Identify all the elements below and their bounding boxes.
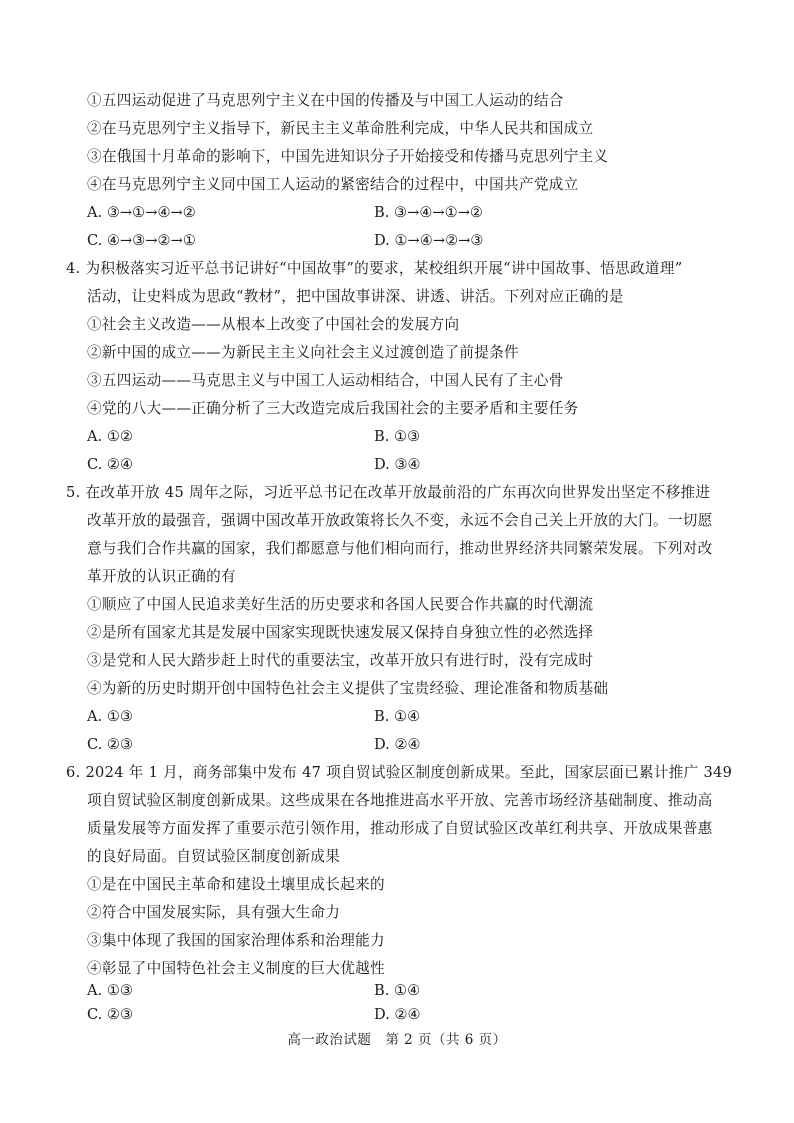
q6-item-2: ②符合中国发展实际，具有强大生命力	[87, 904, 341, 921]
q6-item-3: ③集中体现了我国的国家治理体系和治理能力	[87, 932, 385, 949]
q5-option-a: A. ①③	[87, 708, 133, 725]
q3-item-1: ①五四运动促进了马克思列宁主义在中国的传播及与中国工人运动的结合	[87, 92, 564, 109]
page-footer: 高一政治试题 第 2 页（共 6 页）	[287, 1032, 507, 1048]
q5-option-b: B. ①④	[374, 708, 421, 725]
q6-option-b: B. ①④	[374, 982, 421, 999]
q6-item-4: ④彰显了中国特色社会主义制度的巨大优越性	[87, 960, 385, 977]
q6-stem-line-4: 的良好局面。自贸试验区制度创新成果	[87, 848, 341, 865]
q4-item-3: ③五四运动——马克思主义与中国工人运动相结合，中国人民有了主心骨	[87, 372, 564, 389]
q6-stem-line-3: 质量发展等方面发挥了重要示范引领作用，推动形成了自贸试验区改革红利共享、开放成果普惠	[87, 820, 713, 837]
q5-stem-line-4: 革开放的认识正确的有	[87, 568, 236, 585]
q4-stem-line-2: 活动，让史料成为思政“教材”，把中国故事讲深、讲透、讲活。下列对应正确的是	[87, 288, 624, 305]
q3-option-c: C. ④→③→②→①	[87, 232, 196, 249]
q4-option-b: B. ①③	[374, 428, 421, 445]
q4-option-c: C. ②④	[87, 456, 134, 473]
q3-item-4: ④在马克思列宁主义同中国工人运动的紧密结合的过程中，中国共产党成立	[87, 176, 579, 193]
q5-stem-line-1: 5. 在改革开放 45 周年之际，习近平总书记在改革开放最前沿的广东再次向世界发出坚定不移推进	[66, 484, 711, 501]
q5-item-4: ④为新的历史时期开创中国特色社会主义提供了宝贵经验、理论准备和物质基础	[87, 680, 609, 697]
q4-stem-line-1: 4. 为积极落实习近平总书记讲好“中国故事”的要求，某校组织开展“讲中国故事、悟思政道理”	[66, 260, 683, 277]
q5-option-c: C. ②③	[87, 736, 134, 753]
q4-item-1: ①社会主义改造——从根本上改变了中国社会的发展方向	[87, 316, 460, 333]
q5-stem-line-2: 改革开放的最强音，强调中国改革开放政策将长久不变，永远不会自己关上开放的大门。一切愿	[87, 512, 713, 529]
q6-item-1: ①是在中国民主革命和建设土壤里成长起来的	[87, 876, 385, 893]
q3-option-a: A. ③→①→④→②	[87, 204, 196, 221]
q3-item-2: ②在马克思列宁主义指导下，新民主主义革命胜利完成，中华人民共和国成立	[87, 120, 594, 137]
q5-stem-line-3: 意与我们合作共赢的国家，我们都愿意与他们相向而行，推动世界经济共同繁荣发展。下列对改	[87, 540, 713, 557]
q4-option-d: D. ③④	[374, 456, 421, 473]
q5-item-1: ①顺应了中国人民追求美好生活的历史要求和各国人民要合作共赢的时代潮流	[87, 596, 594, 613]
q4-item-2: ②新中国的成立——为新民主主义向社会主义过渡创造了前提条件	[87, 344, 519, 361]
q3-option-b: B. ③→④→①→②	[374, 204, 484, 221]
q6-stem-line-1: 6. 2024 年 1 月，商务部集中发布 47 项自贸试验区制度创新成果。至此，国家层面已累计推广 349	[66, 764, 733, 781]
q5-item-2: ②是所有国家尤其是发展中国家实现既快速发展又保持自身独立性的必然选择	[87, 624, 594, 641]
q5-option-d: D. ②④	[374, 736, 421, 753]
q6-option-d: D. ②④	[374, 1006, 421, 1023]
q4-item-4: ④党的八大——正确分析了三大改造完成后我国社会的主要矛盾和主要任务	[87, 400, 579, 417]
q5-item-3: ③是党和人民大踏步赶上时代的重要法宝，改革开放只有进行时，没有完成时	[87, 652, 594, 669]
q6-option-a: A. ①③	[87, 982, 133, 999]
q4-option-a: A. ①②	[87, 428, 133, 445]
q6-option-c: C. ②③	[87, 1006, 134, 1023]
q3-item-3: ③在俄国十月革命的影响下，中国先进知识分子开始接受和传播马克思列宁主义	[87, 148, 609, 165]
q3-option-d: D. ①→④→②→③	[374, 232, 484, 249]
q6-stem-line-2: 项自贸试验区制度创新成果。这些成果在各地推进高水平开放、完善市场经济基础制度、推动高	[87, 792, 713, 809]
